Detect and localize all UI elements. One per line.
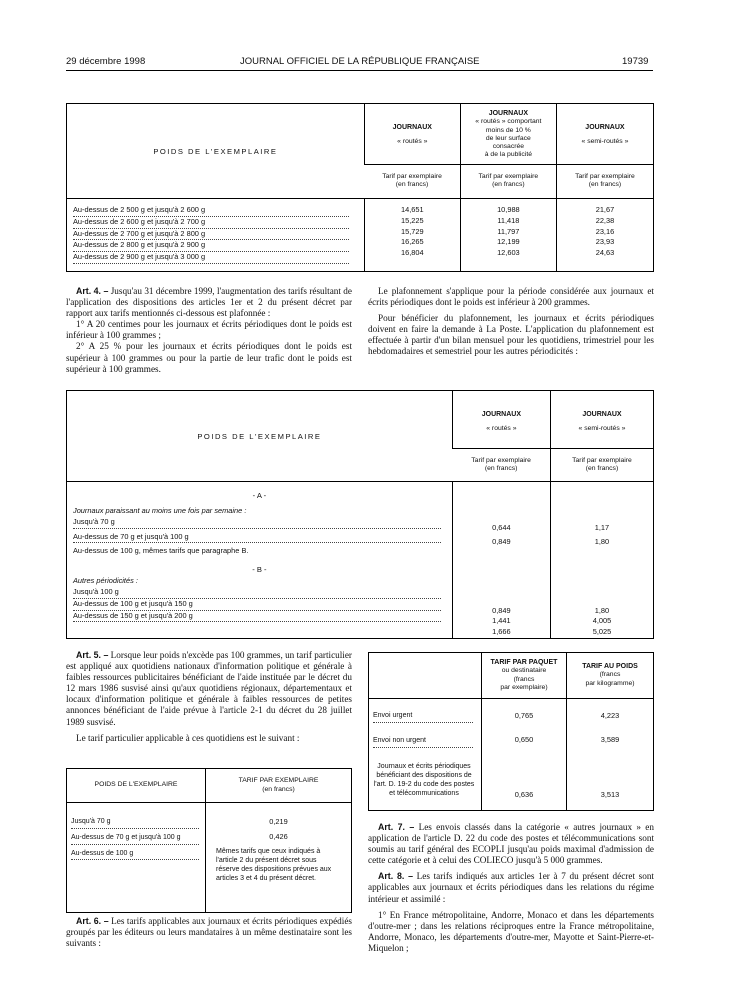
table1-value: 21,67: [595, 205, 615, 214]
art4-paragraph: Jusqu'au 31 décembre 1999, l'augmentation des tarifs résultant de l'application des dispositions des articles 1er et 2 du présent décret par rapport aux tarifs mentionnés ci-dessous est plafonnée :: [66, 286, 352, 319]
table1-col2-line: consacrée: [492, 142, 525, 150]
table1-value: 23,93: [595, 237, 615, 247]
table2-value: 0,644: [492, 523, 511, 532]
table1-tarif-label: Tarif par exemplaire: [575, 173, 635, 180]
table4-value: 0,765: [514, 711, 534, 720]
art4-paragraph: 2° A 25 % pour les journaux et écrits périodiques dont le poids est supérieur à 100 grammes ou pour la partie de leur trafic dont le poids est supérieur à 100 grammes.: [66, 341, 352, 374]
table4-row-label: Journaux et écrits périodiques bénéficiant des dispositions de l'art. D. 19-2 du code des postes et télécommunications: [373, 762, 475, 797]
table2-value: 1,17: [594, 523, 610, 532]
table1-value: 16,265: [400, 237, 424, 247]
table1-row-label: Au-dessus de 2 800 g et jusqu'à 2 900 g: [67, 240, 364, 252]
table1-value: 11,418: [497, 215, 520, 225]
table1-col2-line: « routés » comportant: [475, 118, 542, 126]
table4-value: 3,513: [600, 789, 620, 799]
table2-row-label: Au-dessus de 70 g et jusqu'à 100 g: [67, 532, 452, 544]
table4-col1-line: par exemplaire): [500, 683, 548, 691]
table3-row-label: Jusqu'à 70 g: [67, 817, 205, 829]
table4-col1-line: (francs: [513, 675, 535, 683]
table4-col2-line: (francs: [599, 671, 621, 679]
table1-col1-title: JOURNAUX: [392, 124, 432, 131]
table1-col2-line: moins de 10 %: [485, 126, 531, 134]
table3-row-label: Au-dessus de 70 g et jusqu'à 100 g: [67, 833, 205, 845]
table1-col2-line: de leur surface: [485, 134, 531, 142]
table1-value: 10,988: [497, 205, 520, 214]
art4-heading: Art. 4. –: [76, 286, 109, 296]
table1-col1-sub: « routés »: [397, 138, 428, 146]
table2-row-label: Au-dessus de 100 g et jusqu'à 150 g: [67, 599, 452, 611]
table1-value: 12,603: [497, 248, 520, 258]
table2-value: 0,849: [492, 605, 511, 615]
table2-col1-title: JOURNAUX: [481, 411, 522, 418]
header-journal-title: JOURNAL OFFICIEL DE LA RÉPUBLIQUE FRANÇAISE: [240, 56, 480, 67]
art8-heading: Art. 8. –: [378, 871, 414, 882]
art8-paragraph: Les tarifs indiqués aux articles 1er à 7 du présent décret sont applicables aux journaux et écrits périodiques dans les relations du régime intérieur et assimilé :: [368, 871, 654, 904]
section-a-heading: - A -: [252, 491, 267, 500]
art4-paragraph: 1° A 20 centimes pour les journaux et écrits périodiques dont le poids est inférieur à 100 grammes ;: [66, 319, 352, 341]
table3-value: 0,426: [269, 831, 288, 841]
table1-tarif-unit: (en francs): [588, 181, 622, 189]
table3-col2-header: TARIF PAR EXEMPLAIRE: [238, 777, 319, 785]
header-page-number: 19739: [622, 56, 649, 67]
table2-row-label: Jusqu'à 100 g: [67, 587, 452, 599]
table2-value: 1,441: [492, 616, 511, 626]
table3-note: Mêmes tarifs que ceux indiqués à l'article 2 du présent décret sous réserve des dispositions prévues aux articles 3 et 4 du présent décret.: [216, 847, 332, 882]
table1-value: 23,16: [595, 226, 615, 236]
header-date: 29 décembre 1998: [66, 56, 146, 67]
table4-col1-line: TARIF PAR PAQUET: [490, 659, 558, 666]
header-rule: [66, 70, 653, 71]
table2-value: 1,80: [594, 536, 610, 546]
table1-row-label: Au-dessus de 2 900 g et jusqu'à 3 000 g: [67, 252, 364, 264]
art4-paragraph: Pour bénéficier du plafonnement, les journaux et écrits périodiques doivent en faire la demande à La Poste. L'application du plafonnement est effectuée à partir d'un bilan mensuel pour les quotidiens, trimestriel pour les hebdomadaires et semestriel pour les autres périodicités :: [368, 313, 654, 357]
table1-tarif-label: Tarif par exemplaire: [382, 173, 442, 180]
table4-value: 4,223: [600, 711, 620, 720]
tariff-table-quotidiens: [66, 768, 352, 913]
table4-col2-line: TARIF AU POIDS: [582, 663, 638, 670]
table1-tarif-unit: (en francs): [492, 181, 525, 189]
table1-value: 11,797: [497, 226, 520, 236]
table2-value: 5,025: [592, 627, 612, 637]
article-4-text: [66, 286, 352, 375]
table3-col2-unit: (en francs): [262, 785, 295, 793]
table4-col2-line: par kilogramme): [585, 679, 635, 687]
table2-value: 1,80: [594, 605, 610, 615]
art5-paragraph: Lorsque leur poids n'excède pas 100 grammes, un tarif particulier est appliqué aux quotidiens nationaux d'information politique et générale à faibles ressources publicitaires bénéficiant de l'aide instituée par le décret du 12 mars 1986 susvisé ainsi qu'aux quotidiens régionaux, départementaux et locaux d'information politique et générale à faibles ressources de petites annonces bénéficiant de l'aide prévue à l'article 2-1 du décret du 28 juillet 1989 susvisé.: [66, 650, 352, 727]
table1-col2-line: JOURNAUX: [488, 110, 529, 117]
table1-row-label: Au-dessus de 2 500 g et jusqu'à 2 600 g: [67, 205, 364, 217]
table1-col2-line: à de la publicité: [484, 151, 532, 159]
table1-col3-title: JOURNAUX: [585, 124, 625, 131]
table4-value: 0,650: [514, 734, 534, 744]
art5-heading: Art. 5. –: [76, 650, 109, 660]
art4-paragraph: Le plafonnement s'applique pour la période considérée aux journaux et écrits périodiques dont le poids est inférieur à 200 grammes.: [368, 286, 654, 308]
article-6-text: [66, 916, 352, 949]
section-b-heading: - B -: [252, 565, 267, 575]
table2-tarif-unit: (en francs): [585, 465, 619, 473]
table2-row-label: Jusqu'à 70 g: [67, 517, 452, 529]
tariff-table-heavy: [66, 103, 654, 272]
table1-value: 15,729: [400, 226, 424, 236]
table4-value: 3,589: [600, 734, 620, 744]
table2-tarif-label: Tarif par exemplaire: [471, 457, 531, 464]
table3-value: 0,219: [269, 817, 288, 826]
art6-heading: Art. 6. –: [76, 916, 109, 926]
art7-heading: Art. 7. –: [378, 822, 415, 832]
table2-col1-sub: « routés »: [486, 425, 517, 433]
table2-value: 1,666: [492, 627, 511, 637]
table1-value: 22,38: [595, 215, 615, 225]
table1-value: 16,804: [400, 248, 424, 258]
table1-tarif-unit: (en francs): [395, 181, 429, 189]
art7-paragraph: Les envois classés dans la catégorie « autres journaux » en application de l'article D. 22 du code des postes et télécommunications sont soumis au tarif général des ECOPLI jusqu'au poids maximal d'admission de cette catégorie et à celui des COLIECO jusqu'à 5 000 grammes.: [368, 822, 654, 866]
table3-row-label: Au-dessus de 100 g: [67, 849, 205, 861]
art5-paragraph: Le tarif particulier applicable à ces quotidiens est le suivant :: [76, 732, 300, 743]
art8-paragraph: 1° En France métropolitaine, Andorre, Monaco et dans les départements d'outre-mer ; dans les relations réciproques entre la France métropolitaine, Andorre, Monaco, les départements d'outre-mer, Mayotte et Saint-Pierre-et-Miquelon ;: [368, 909, 654, 953]
table2-tarif-unit: (en francs): [484, 465, 518, 473]
table3-col1-header: POIDS DE L'EXEMPLAIRE: [94, 781, 178, 789]
article-7-8-text: [368, 822, 654, 954]
table4-value: 0,636: [514, 789, 534, 799]
table1-row-label: Au-dessus de 2 700 g et jusqu'à 2 800 g: [67, 229, 364, 241]
table2-row-label: Au-dessus de 150 g et jusqu'à 200 g: [67, 611, 452, 623]
table2-tarif-label: Tarif par exemplaire: [572, 457, 632, 464]
table4-row-label: Envoi urgent: [369, 711, 481, 723]
table4-row-label: Envoi non urgent: [369, 736, 481, 748]
section-b-intro: Autres périodicités :: [73, 576, 138, 586]
table1-value: 14,651: [400, 205, 424, 214]
article-4-continued: [368, 286, 654, 358]
table1-poids-header: POIDS DE L'EXEMPLAIRE: [153, 146, 278, 156]
art6-paragraph: Les tarifs applicables aux journaux et écrits périodiques expédiés groupés par les éditeurs ou leurs mandataires à un même destinataire sont les suivants :: [66, 916, 352, 949]
table2-col2-title: JOURNAUX: [582, 411, 622, 418]
table4-col1-line: ou destinataire: [501, 667, 547, 675]
table2-value: 4,005: [592, 616, 612, 626]
tariff-table-periodicals: [66, 390, 654, 639]
table2-row-label: Au-dessus de 100 g, mêmes tarifs que paragraphe B.: [73, 546, 249, 556]
tariff-table-grouped: [368, 652, 654, 811]
table1-value: 15,225: [400, 215, 424, 225]
table2-col2-sub: « semi-routés »: [578, 425, 626, 433]
table1-value: 12,199: [497, 237, 520, 247]
table1-col3-sub: « semi-routés »: [581, 138, 629, 146]
table1-row-label: Au-dessus de 2 600 g et jusqu'à 2 700 g: [67, 217, 364, 229]
table1-value: 24,63: [595, 248, 615, 258]
table2-poids-header: POIDS DE L'EXEMPLAIRE: [197, 431, 322, 441]
section-a-intro: Journaux paraissant au moins une fois par semaine :: [73, 506, 247, 515]
table1-tarif-label: Tarif par exemplaire: [478, 173, 539, 180]
article-5-text: [66, 650, 352, 744]
table2-value: 0,849: [492, 536, 511, 546]
